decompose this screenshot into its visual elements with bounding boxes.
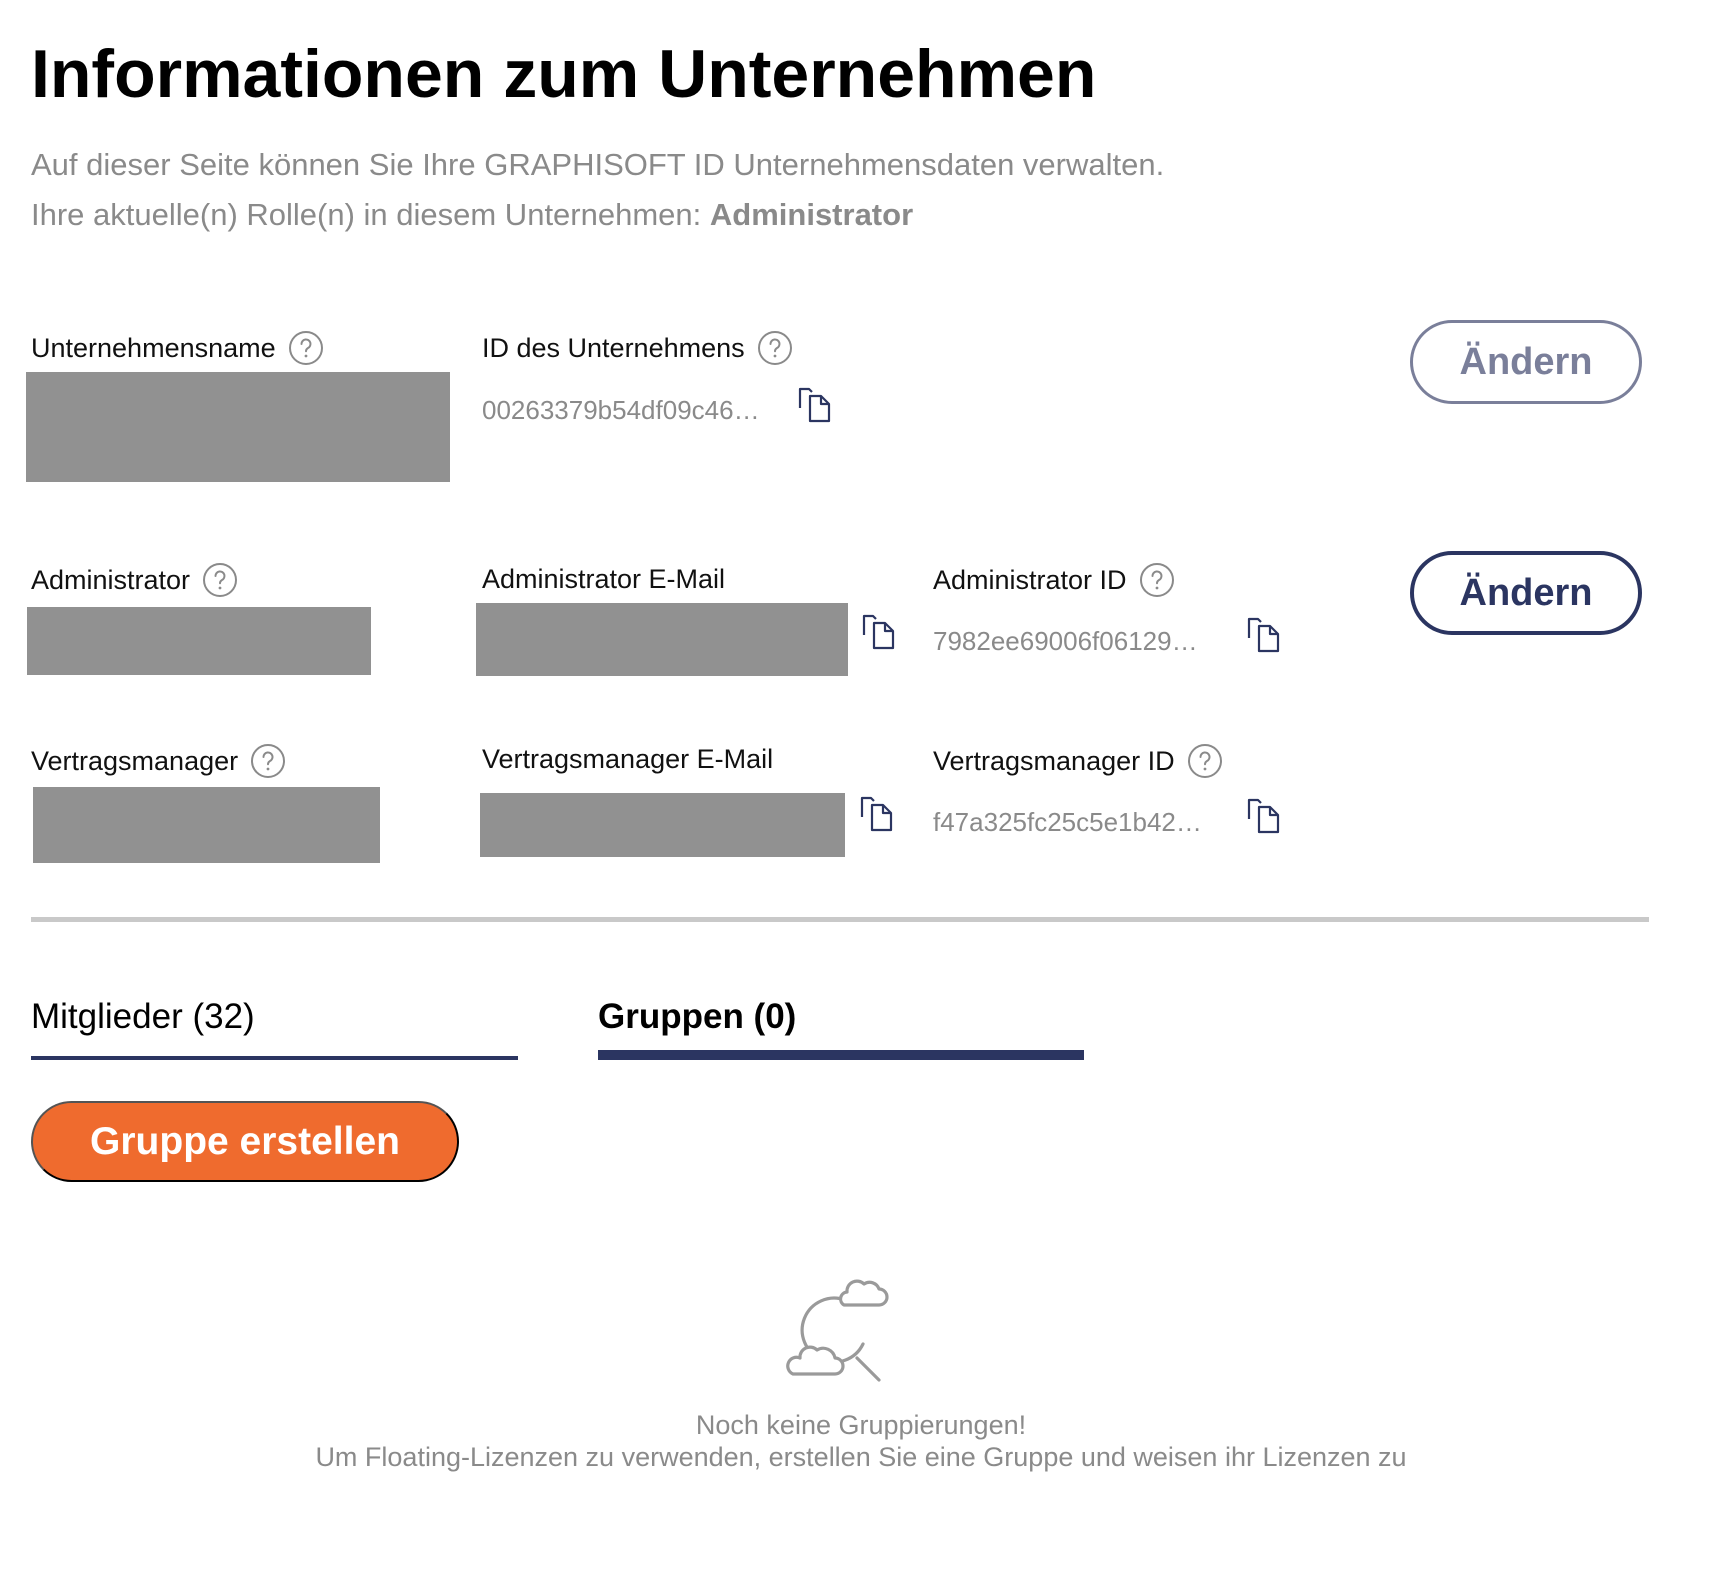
administrator-email-label	[482, 562, 725, 596]
copy-icon[interactable]	[796, 386, 834, 424]
administrator-email-value-redacted	[476, 603, 848, 676]
question-circle-icon[interactable]	[1139, 562, 1175, 598]
create-group-button[interactable]: Gruppe erstellen	[31, 1101, 459, 1182]
company-change-button[interactable]: Ändern	[1410, 320, 1642, 404]
tab-members[interactable]	[31, 995, 518, 1060]
contract-manager-id-label	[933, 743, 1223, 779]
company-name-label	[31, 330, 324, 366]
search-clouds-icon	[785, 1274, 897, 1382]
section-divider	[31, 917, 1649, 922]
company-id-label	[482, 330, 793, 366]
administrator-id-label	[933, 562, 1175, 598]
empty-state-title: Noch keine Gruppierungen!	[695, 1410, 1027, 1440]
copy-icon[interactable]	[1245, 616, 1283, 654]
administrator-value-redacted	[27, 607, 371, 675]
administrator-id-value: 7982ee69006f06129…	[933, 626, 1198, 656]
contract-manager-email-label	[482, 742, 773, 776]
question-circle-icon[interactable]	[288, 330, 324, 366]
company-name-label-text: Unternehmensname	[31, 333, 276, 363]
contract-manager-email-label-text: Vertragsmanager E-Mail	[482, 744, 774, 774]
contract-manager-value-redacted	[33, 787, 380, 863]
tab-groups[interactable]	[598, 995, 1084, 1060]
empty-state-description: Um Floating-Lizenzen zu verwenden, erstellen Sie eine Gruppe und weisen ihr Lizenzen zu	[315, 1442, 1407, 1472]
contract-manager-id-value: f47a325fc25c5e1b42…	[933, 807, 1202, 837]
contract-manager-id-label-text: Vertragsmanager ID	[933, 746, 1175, 776]
tab-members-underline	[31, 1056, 518, 1060]
company-id-label-text: ID des Unternehmens	[482, 333, 745, 363]
contract-manager-label	[31, 743, 286, 779]
copy-icon[interactable]	[1245, 797, 1283, 835]
copy-icon[interactable]	[860, 613, 898, 651]
company-name-value-redacted	[26, 372, 450, 482]
question-circle-icon[interactable]	[757, 330, 793, 366]
page-description: Auf dieser Seite können Sie Ihre GRAPHISOFT ID Unternehmensdaten verwalten.	[31, 147, 1165, 182]
tab-groups-label: Gruppen (0)	[598, 997, 797, 1036]
question-circle-icon[interactable]	[250, 743, 286, 779]
tab-members-label: Mitglieder (32)	[31, 997, 255, 1036]
tab-groups-underline	[598, 1050, 1084, 1060]
copy-icon[interactable]	[858, 795, 896, 833]
role-line	[31, 195, 913, 235]
question-circle-icon[interactable]	[1187, 743, 1223, 779]
role-value: Administrator	[709, 197, 914, 232]
page-title: Informationen zum Unternehmen	[31, 36, 1097, 112]
administrator-email-label-text: Administrator E-Mail	[482, 564, 726, 594]
contract-manager-label-text: Vertragsmanager	[31, 746, 239, 776]
question-circle-icon[interactable]	[202, 562, 238, 598]
administrator-id-label-text: Administrator ID	[933, 565, 1127, 595]
administrator-label	[31, 562, 238, 598]
company-id-value: 00263379b54df09c46…	[482, 395, 760, 425]
role-prefix: Ihre aktuelle(n) Rolle(n) in diesem Unternehmen:	[31, 197, 702, 232]
administrator-label-text: Administrator	[31, 565, 191, 595]
contract-manager-email-value-redacted	[480, 793, 845, 857]
administrator-change-button[interactable]: Ändern	[1410, 551, 1642, 635]
